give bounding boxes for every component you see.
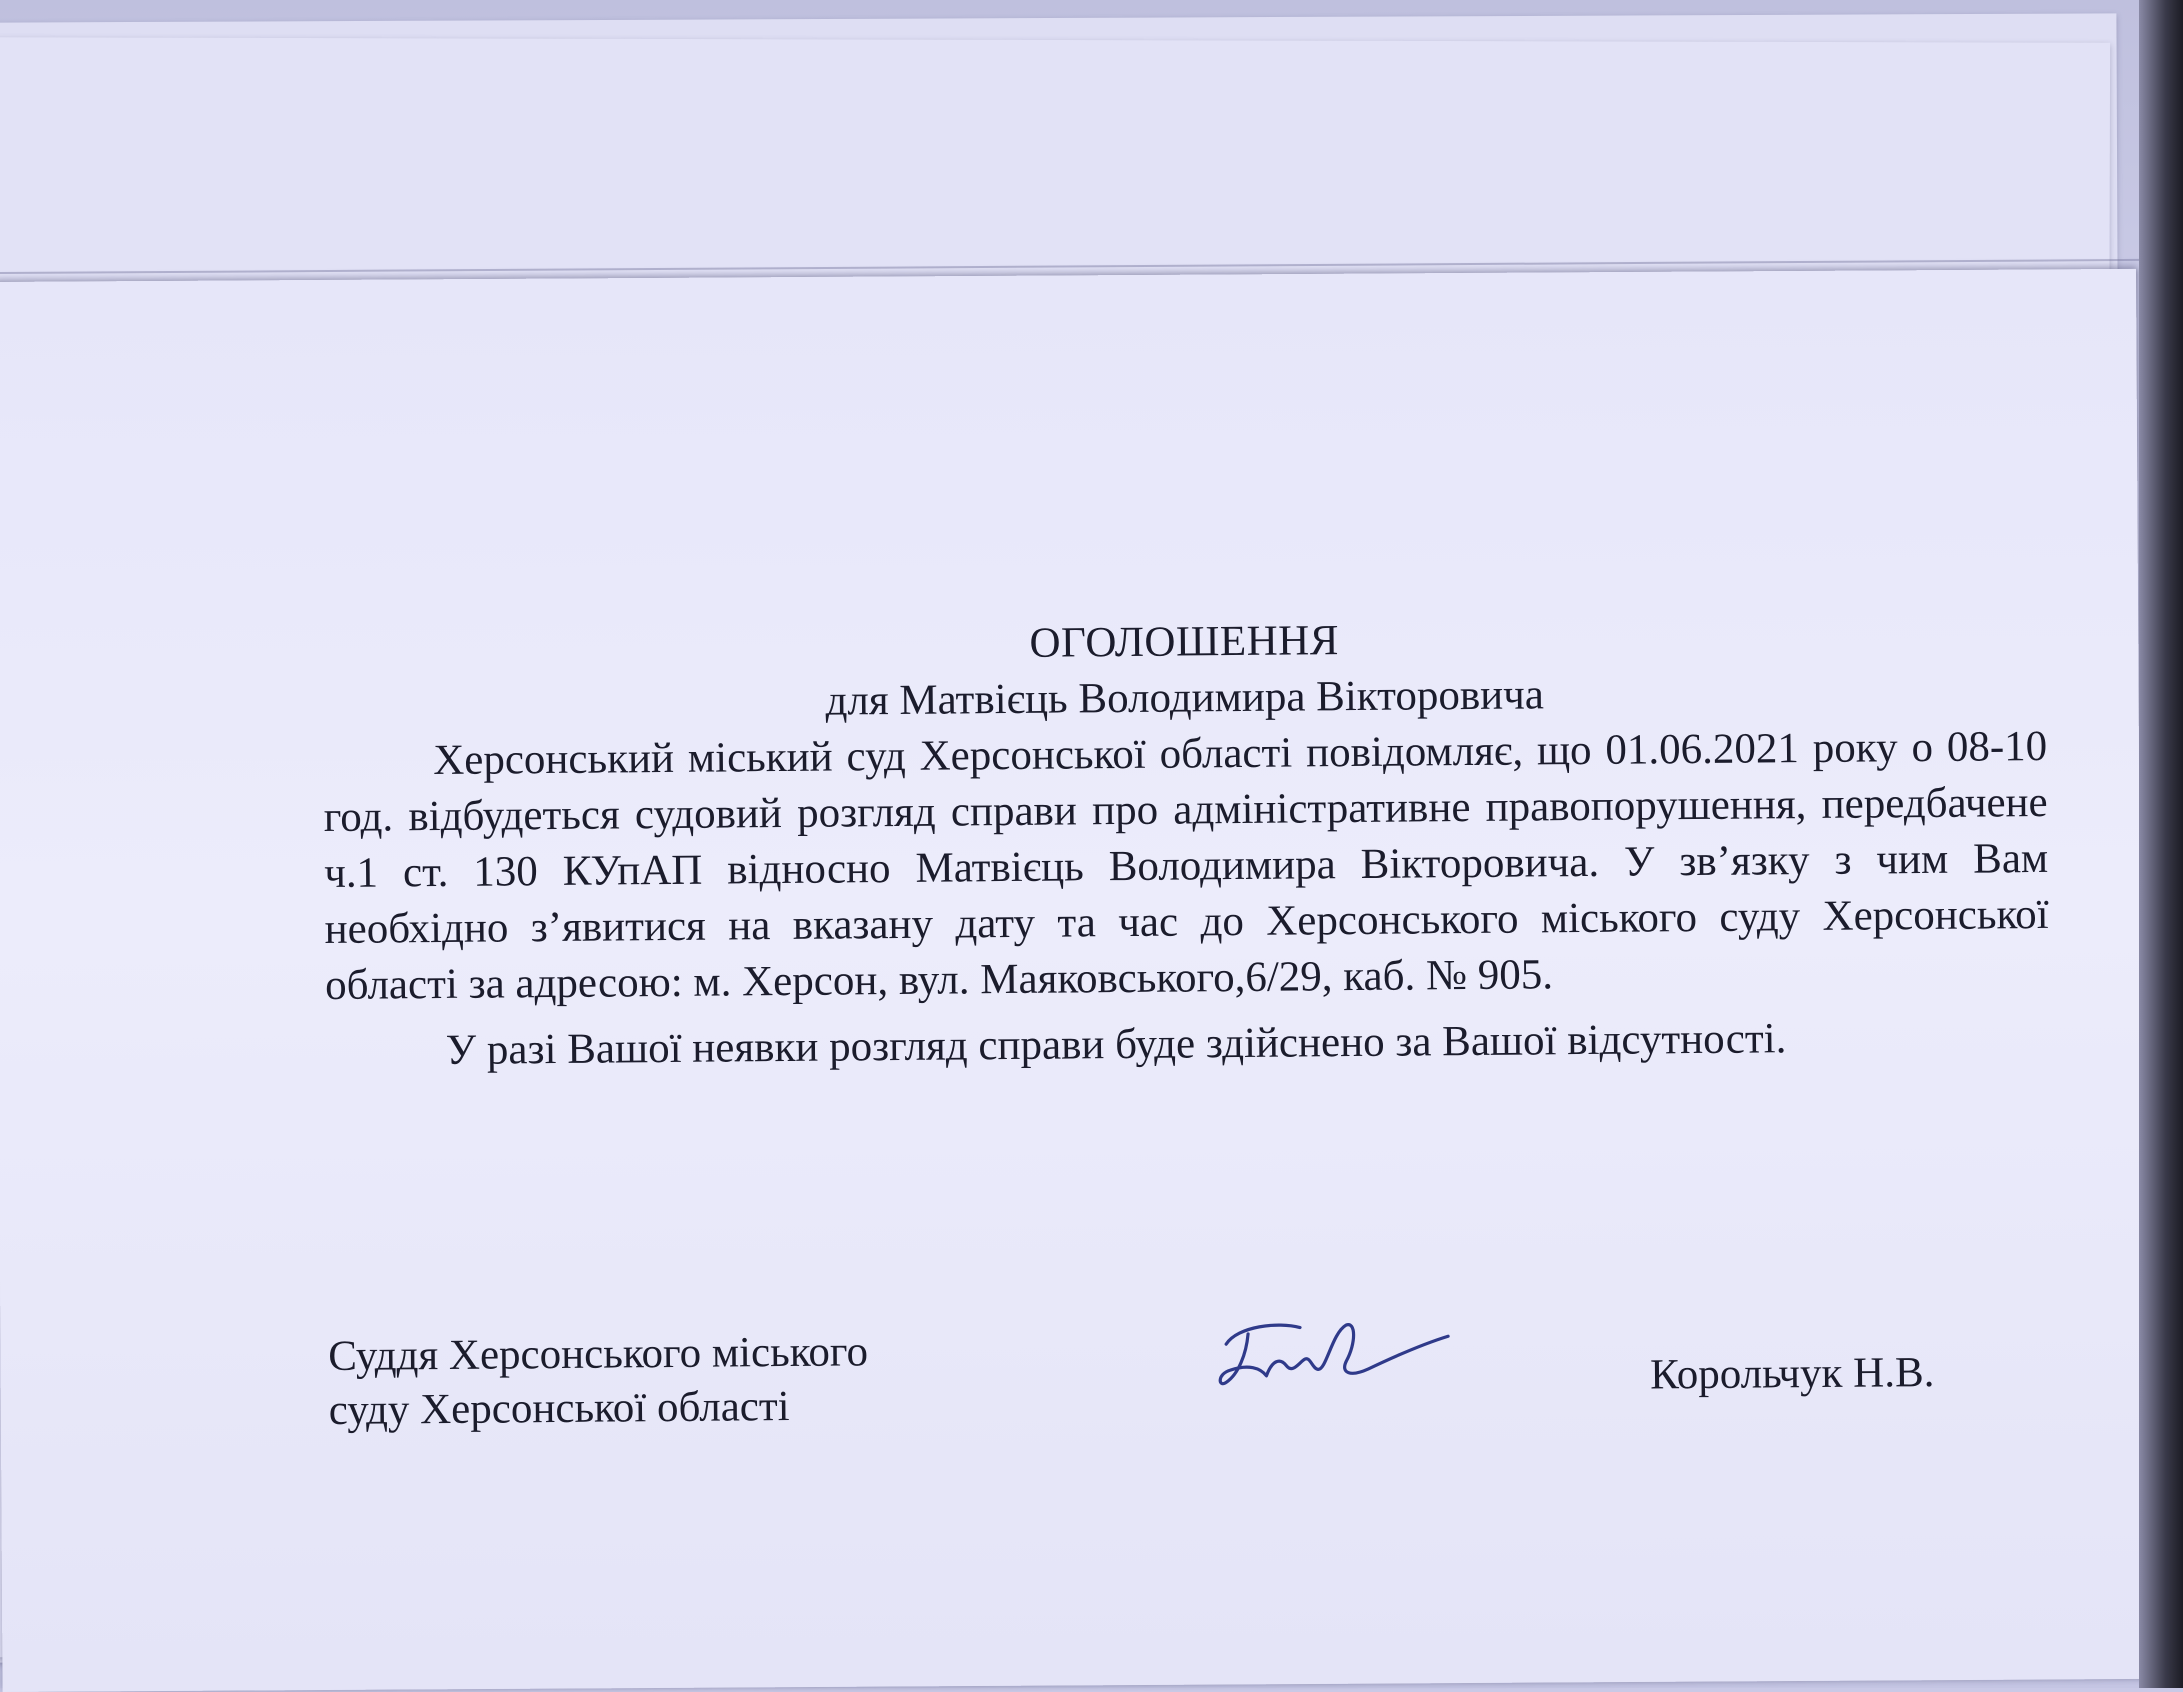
notice-recipient: для Матвієць Володимира Вікторовича (825, 671, 1545, 725)
notice-paragraph-absence: У разі Вашої неявки розгляд справи буде здійснено за Вашої відсутності. (445, 1015, 1787, 1074)
judge-name: Корольчук Н.В. (1649, 1348, 1935, 1399)
table-edge (2139, 0, 2183, 1688)
notice-body (322, 607, 2050, 1080)
judge-title-line2: суду Херсонської області (328, 1382, 790, 1434)
signature-block (328, 1315, 2029, 1460)
notice-title: ОГОЛОШЕННЯ (1029, 617, 1340, 667)
notice-paragraph-main: Херсонський міський суд Херсонської області повідомляє, що 01.06.2021 року о 08-10 год. відбудеться судовий розгляд справи про адміністративне правопорушення, передбачене ч.1 ст. 130 КУпАП відносно Матвієць Володимира Вікторовича. У зв’язку з чим Вам необхідно з’явитися на вказану дату та час до Херсонського міського суду Херсонської області за адресою: м. Херсон, вул. Маяковського,6/29, каб. № 905. (323, 722, 2049, 1009)
judge-title-line1: Суддя Херсонського міського (328, 1328, 869, 1380)
handwritten-signature (1208, 1302, 1459, 1404)
judge-title (328, 1325, 869, 1438)
